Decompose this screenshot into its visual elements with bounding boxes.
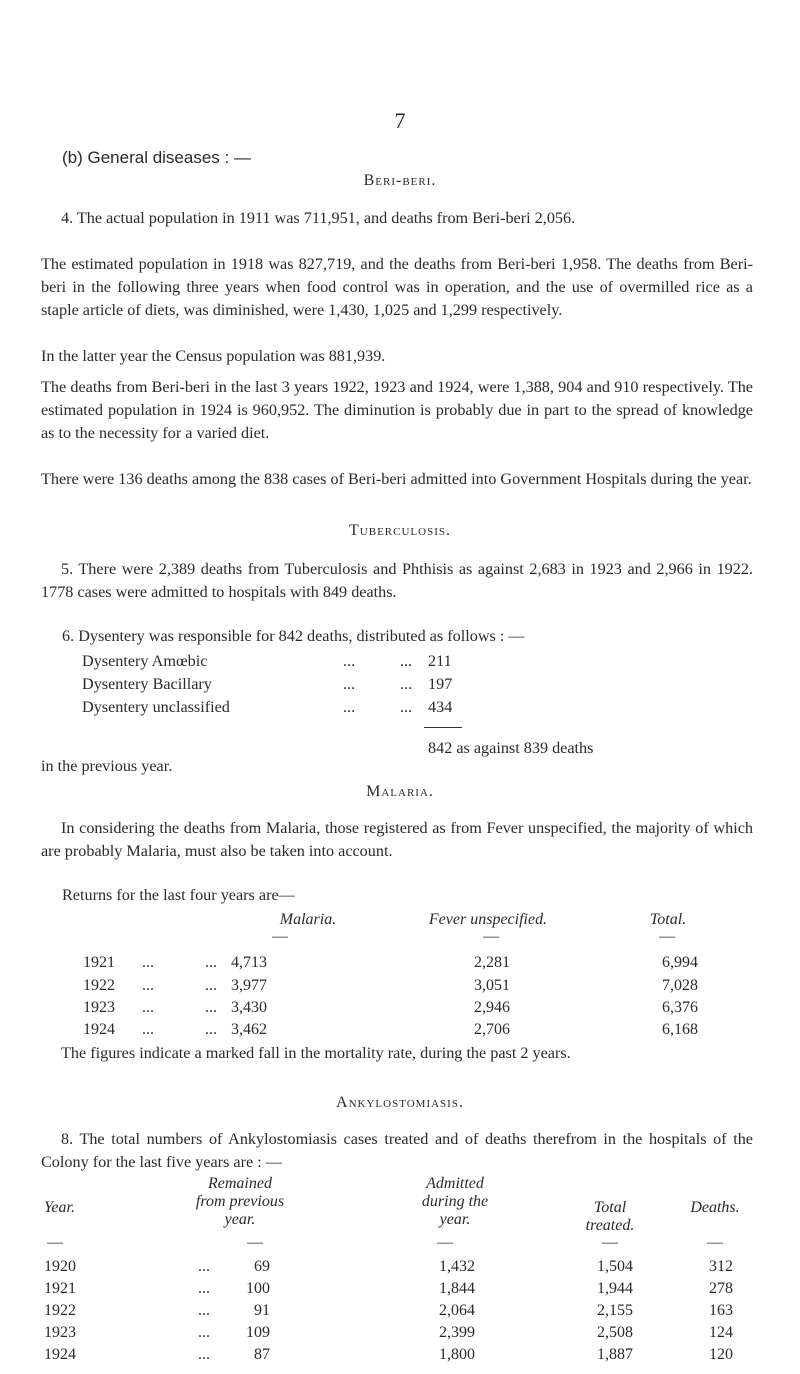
dysentery-item-label: Dysentery unclassified	[82, 698, 230, 716]
malaria-row-malaria: 3,977	[231, 977, 267, 994]
header-dash: —	[659, 928, 675, 945]
malaria-row-total: 6,168	[662, 1021, 698, 1038]
col-header-deaths: Deaths.	[690, 1199, 740, 1216]
row-dots: ...	[198, 1280, 210, 1297]
anky-row-admitted: 1,844	[439, 1280, 475, 1297]
anky-row-remained: 109	[246, 1324, 270, 1341]
anky-row-year: 1923	[44, 1324, 76, 1341]
malaria-row-year: 1923	[83, 999, 115, 1016]
anky-row-year: 1921	[44, 1280, 76, 1297]
beriberi-paragraph-3: In the latter year the Census population was 881,939.	[41, 347, 386, 365]
row-dots: ...	[205, 999, 217, 1016]
dysentery-item-value: 211	[428, 652, 452, 670]
header-dash: —	[483, 928, 499, 945]
col-header-malaria: Malaria.	[279, 911, 337, 928]
ankylostomiasis-heading: Ankylostomiasis.	[336, 1094, 464, 1111]
anky-row-remained: 91	[254, 1302, 270, 1319]
beriberi-paragraph-5: There were 136 deaths among the 838 cases of Beri-beri admitted into Government Hospitals during the year.	[41, 470, 752, 488]
col-header-admitted: during the	[421, 1193, 489, 1210]
malaria-heading: Malaria.	[366, 783, 434, 800]
row-dots: ...	[142, 999, 154, 1016]
anky-row-total: 1,887	[597, 1346, 633, 1363]
beriberi-heading: Beri-beri.	[363, 172, 437, 189]
header-dash: —	[707, 1234, 723, 1251]
dysentery-item-lead: ...	[400, 698, 413, 716]
anky-row-total: 1,944	[597, 1280, 633, 1297]
malaria-returns-intro: Returns for the last four years are—	[62, 886, 295, 904]
anky-row-year: 1922	[44, 1302, 76, 1319]
malaria-row-fever: 2,946	[474, 999, 510, 1016]
dysentery-item-dots: ...	[343, 675, 356, 693]
anky-row-remained: 87	[254, 1346, 270, 1363]
tuberculosis-paragraph: 5. There were 2,389 deaths from Tuberculosis and Phthisis as against 2,683 in 1923 and 2,966 in 1922. 1778 cases were admitted to hospitals with 849 deaths.	[41, 560, 753, 601]
col-header-remained: year.	[224, 1211, 256, 1228]
anky-row-deaths: 124	[709, 1324, 733, 1341]
row-dots: ...	[205, 954, 217, 971]
row-dots: ...	[198, 1346, 210, 1363]
beriberi-paragraph-2: The estimated population in 1918 was 827,719, and the deaths from Beri-beri 1,958. The deaths from Beri-beri in the following three years when food control was in operation, and the use of overmilled rice as a staple article of diets, was diminished, were 1,430, 1,025 and 1,299 respectively.	[41, 255, 753, 319]
malaria-paragraph-1: In considering the deaths from Malaria, those registered as from Fever unspecified, the majority of which are probably Malaria, must also be taken into account.	[41, 819, 753, 860]
malaria-row-year: 1922	[83, 977, 115, 994]
dysentery-item-dots: ...	[343, 652, 356, 670]
header-dash: —	[272, 928, 288, 945]
anky-row-deaths: 278	[709, 1280, 733, 1297]
header-dash: —	[602, 1234, 618, 1251]
malaria-row-year: 1921	[83, 954, 115, 971]
anky-row-total: 1,504	[597, 1258, 633, 1275]
dysentery-item-dots: ...	[343, 698, 356, 716]
anky-row-admitted: 2,399	[439, 1324, 475, 1341]
col-header-admitted: year.	[439, 1211, 471, 1228]
row-dots: ...	[198, 1324, 210, 1341]
malaria-row-total: 6,994	[662, 954, 698, 971]
anky-row-year: 1920	[44, 1258, 76, 1275]
dysentery-item-lead: ...	[400, 675, 413, 693]
header-dash: —	[437, 1234, 453, 1251]
col-header-admitted: Admitted	[426, 1175, 484, 1192]
malaria-row-malaria: 3,430	[231, 999, 267, 1016]
beriberi-paragraph-4: The deaths from Beri-beri in the last 3 years 1922, 1923 and 1924, were 1,388, 904 and 910 respectively. The estimated population in 1924 is 960,952. The diminution is probably due in part to the spread of knowledge as to the necessity for a varied diet.	[41, 378, 753, 442]
dysentery-tail: in the previous year.	[41, 757, 173, 775]
malaria-row-fever: 2,281	[474, 954, 510, 971]
anky-row-deaths: 163	[709, 1302, 733, 1319]
malaria-row-total: 6,376	[662, 999, 698, 1016]
sum-rule	[424, 727, 462, 728]
ankylostomiasis-paragraph: 8. The total numbers of Ankylostomiasis cases treated and of deaths therefrom in the hospitals of the Colony for the last five years are : —	[41, 1130, 753, 1171]
dysentery-item-label: Dysentery Amœbic	[82, 652, 208, 670]
malaria-row-fever: 3,051	[474, 977, 510, 994]
dysentery-item-label: Dysentery Bacillary	[82, 675, 212, 693]
dysentery-item-value: 434	[428, 698, 453, 716]
col-header-total: Total	[593, 1199, 627, 1216]
tuberculosis-heading: Tuberculosis.	[349, 522, 451, 539]
section-subheading: (b) General diseases : —	[62, 148, 251, 167]
anky-row-admitted: 1,432	[439, 1258, 475, 1275]
beriberi-paragraph-1: 4. The actual population in 1911 was 711,951, and deaths from Beri-beri 2,056.	[61, 209, 576, 227]
anky-row-total: 2,508	[597, 1324, 633, 1341]
col-header-remained: from previous	[195, 1193, 285, 1210]
malaria-row-fever: 2,706	[474, 1021, 510, 1038]
anky-row-admitted: 2,064	[439, 1302, 475, 1319]
row-dots: ...	[142, 1021, 154, 1038]
dysentery-item-lead: ...	[400, 652, 413, 670]
row-dots: ...	[142, 977, 154, 994]
col-header-year: Year.	[44, 1199, 75, 1216]
col-header-remained: Remained	[208, 1175, 272, 1192]
malaria-row-year: 1924	[83, 1021, 115, 1038]
col-header-total: Total.	[649, 911, 687, 928]
col-header-fever: Fever unspecified.	[428, 911, 548, 928]
malaria-row-malaria: 4,713	[231, 954, 267, 971]
anky-row-remained: 69	[254, 1258, 270, 1275]
row-dots: ...	[142, 954, 154, 971]
anky-row-deaths: 312	[709, 1258, 733, 1275]
anky-row-admitted: 1,800	[439, 1346, 475, 1363]
anky-row-deaths: 120	[709, 1346, 733, 1363]
page-number: 7	[394, 108, 406, 133]
anky-row-year: 1924	[44, 1346, 76, 1363]
malaria-paragraph-3: The figures indicate a marked fall in the mortality rate, during the past 2 years.	[61, 1044, 571, 1062]
row-dots: ...	[198, 1258, 210, 1275]
malaria-row-malaria: 3,462	[231, 1021, 267, 1038]
row-dots: ...	[198, 1302, 210, 1319]
header-dash: —	[47, 1234, 63, 1251]
row-dots: ...	[205, 1021, 217, 1038]
dysentery-total: 842 as against 839 deaths	[428, 739, 594, 757]
dysentery-intro: 6. Dysentery was responsible for 842 deaths, distributed as follows : —	[62, 627, 525, 645]
anky-row-remained: 100	[246, 1280, 270, 1297]
header-dash: —	[247, 1234, 263, 1251]
malaria-row-total: 7,028	[662, 977, 698, 994]
col-header-total: treated.	[585, 1217, 635, 1234]
anky-row-total: 2,155	[597, 1302, 633, 1319]
row-dots: ...	[205, 977, 217, 994]
dysentery-item-value: 197	[428, 675, 453, 693]
